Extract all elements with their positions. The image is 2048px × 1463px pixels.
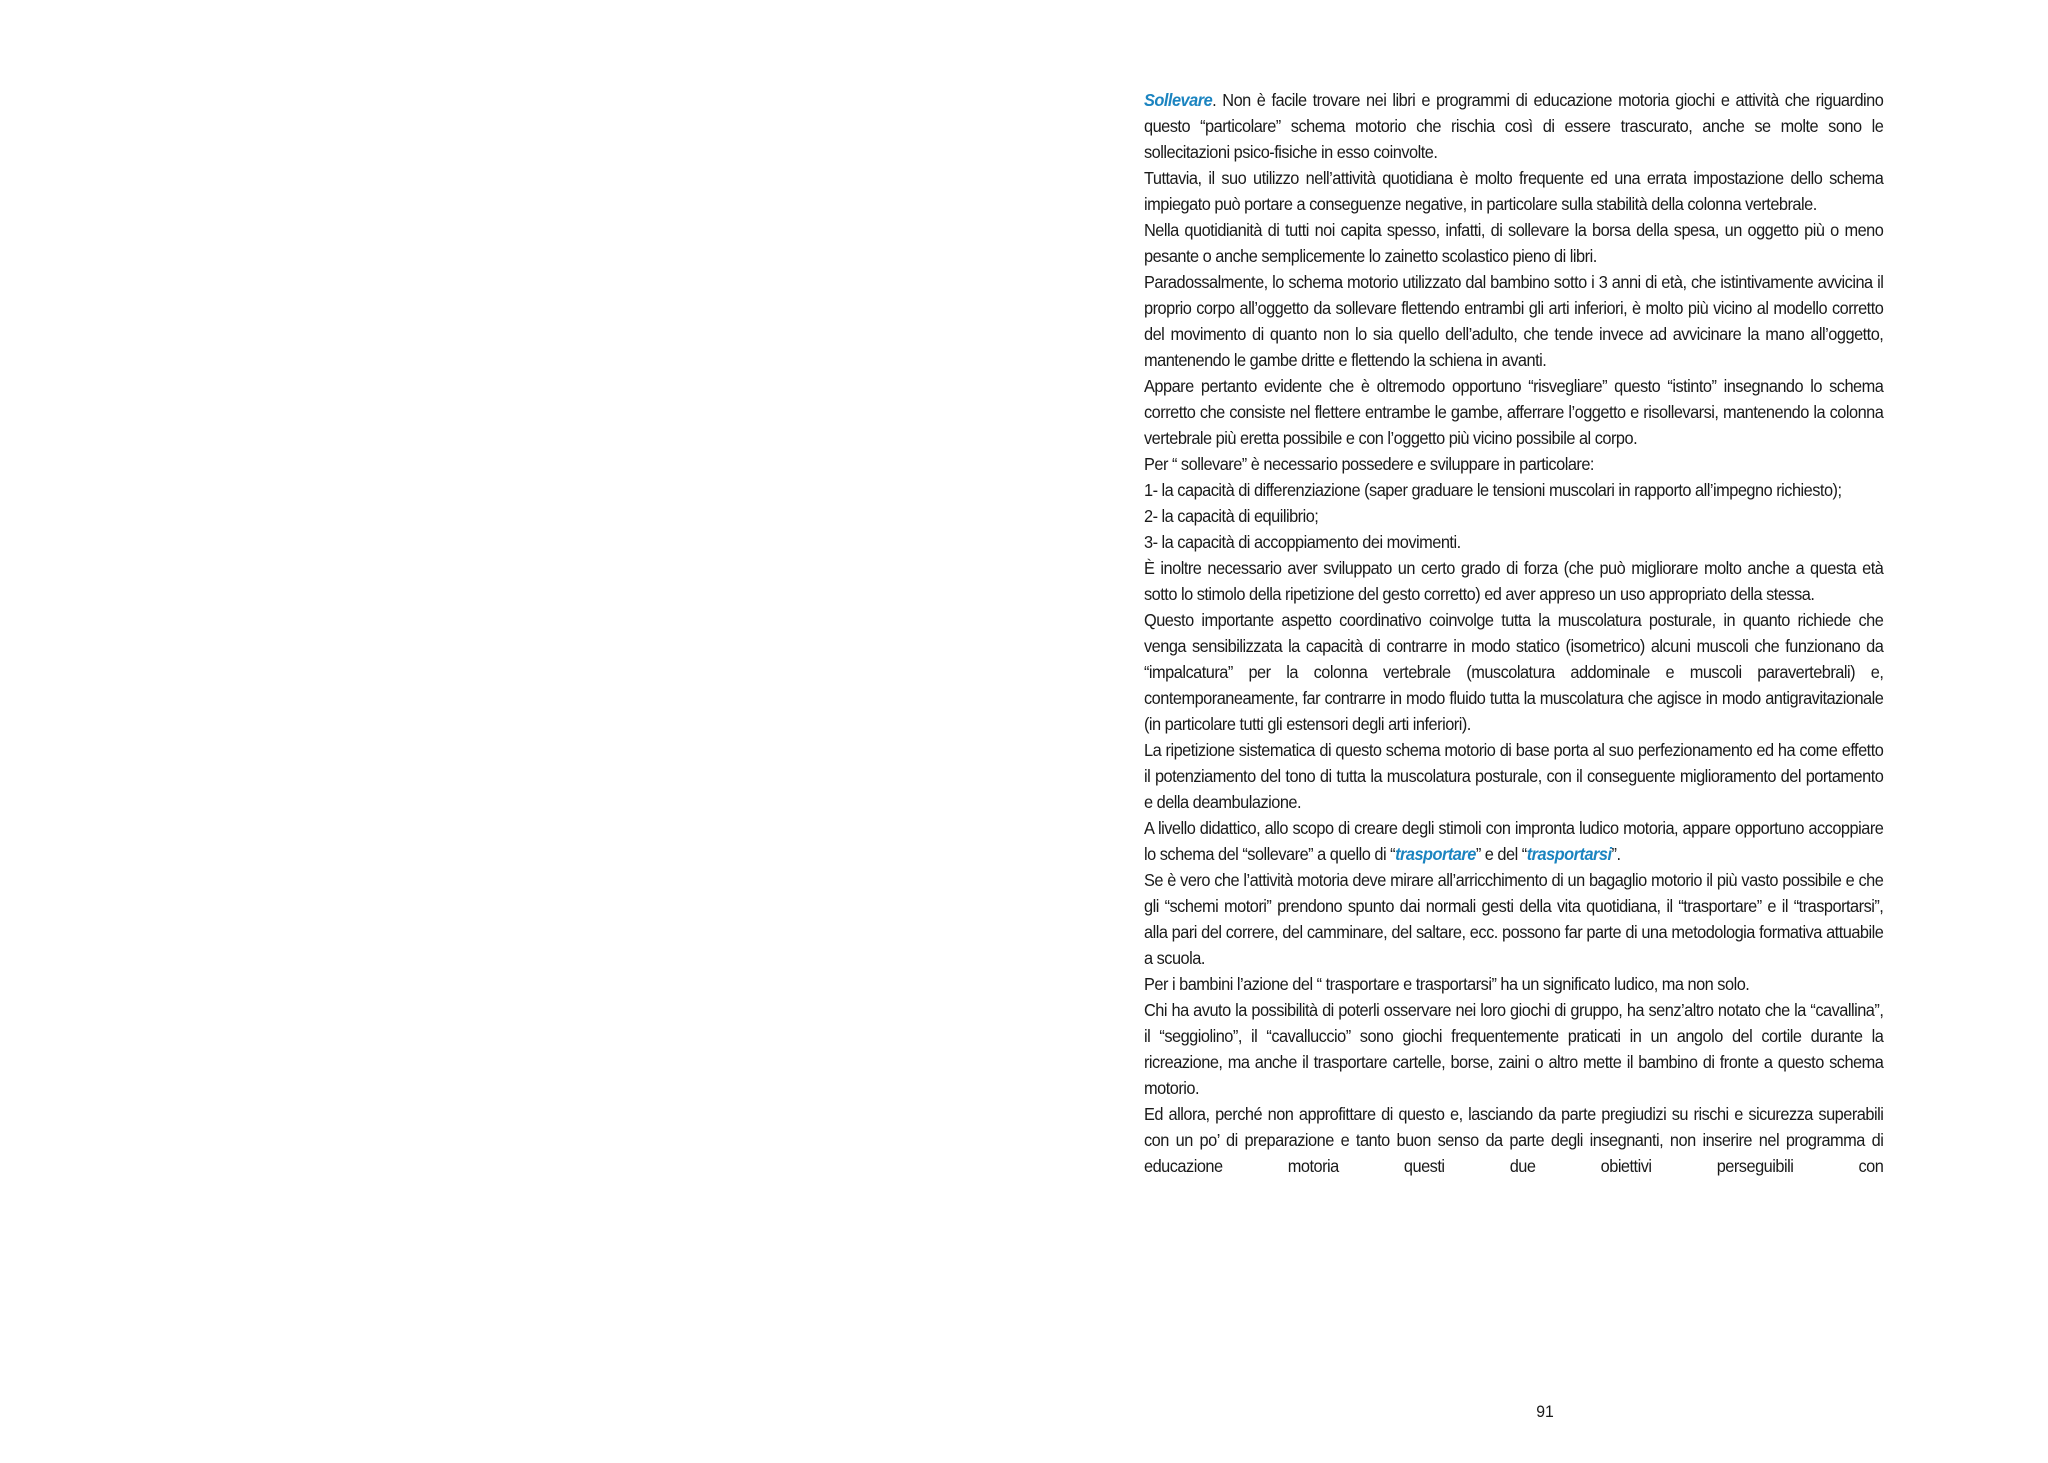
paragraph: Se è vero che l’attività motoria deve mirare all’arricchimento di un bagaglio motorio il più vasto possibile e che gli “schemi motori” prendono spunto dai normali gesti della vita quotidiana, il “trasportare” e il “trasportarsi”, alla pari del correre, del camminare, del saltare, ecc. possono far parte di una metodologia formativa attuabile a scuola. [1144,870,1884,968]
list-item: 2- la capacità di equilibrio; [1144,506,1319,526]
paragraph-sollevare [1144,87,1883,165]
page-number: 91 [1536,1402,1554,1421]
paragraph-didactic [1144,815,1883,867]
paragraph: Per “ sollevare” è necessario possedere e sviluppare in particolare: [1144,454,1594,474]
paragraph: È inoltre necessario aver sviluppato un certo grado di forza (che può migliorare molto anche a questa età sotto lo stimolo della ripetizione del gesto corretto) ed aver appreso un uso appropriato della stessa. [1144,558,1884,604]
list-item: 3- la capacità di accoppiamento dei movimenti. [1144,532,1461,552]
paragraph: Questo importante aspetto coordinativo coinvolge tutta la muscolatura posturale, in quanto richiede che venga sensibilizzata la capacità di contrarre in modo statico (isometrico) alcuni muscoli che funzionano da “impalcatura” per la colonna vertebrale (muscolatura addominale e muscoli paravertebrali) e, contemporaneamente, far contrarre in modo fluido tutta la muscolatura che agisce in modo antigravitazionale (in particolare tutti gli estensori degli arti inferiori). [1144,610,1884,734]
paragraph: Per i bambini l’azione del “ trasportare e trasportarsi” ha un significato ludico, ma non solo. [1144,974,1750,994]
paragraph: Paradossalmente, lo schema motorio utilizzato dal bambino sotto i 3 anni di età, che istintivamente avvicina il proprio corpo all’oggetto da sollevare flettendo entrambi gli arti inferiori, è molto più vicino al modello corretto del movimento di quanto non lo sia quello dell’adulto, che tende invece ad avvicinare la mano all’oggetto, mantenendo le gambe dritte e flettendo la schiena in avanti. [1144,272,1884,370]
paragraph-text: ” e del “ [1475,844,1527,864]
paragraph: Appare pertanto evidente che è oltremodo opportuno “risvegliare” questo “istinto” insegnando lo schema corretto che consiste nel flettere entrambe le gambe, afferrare l’oggetto e risollevarsi, mantenendo la colonna vertebrale più eretta possibile e con l’oggetto più vicino possibile al corpo. [1144,376,1884,448]
paragraph: La ripetizione sistematica di questo schema motorio di base porta al suo perfezionamento ed ha come effetto il potenziamento del tono di tutta la muscolatura posturale, con il conseguente miglioramento del portamento e della deambulazione. [1144,740,1884,812]
paragraph: Nella quotidianità di tutti noi capita spesso, infatti, di sollevare la borsa della spesa, un oggetto più o meno pesante o anche semplicemente lo zainetto scolastico pieno di libri. [1144,220,1884,266]
paragraph-text: ”. [1611,844,1621,864]
paragraph: Ed allora, perché non approfittare di questo e, lasciando da parte pregiudizi su rischi e sicurezza superabili con un po’ di preparazione e tanto buon senso da parte degli insegnanti, non inserire nel programma di educazione motoria questi due obiettivi perseguibili con [1144,1104,1884,1176]
heading-term-sollevare: Sollevare [1144,90,1213,110]
paragraph: Tuttavia, il suo utilizzo nell’attività quotidiana è molto frequente ed una errata impostazione dello schema impiegato può portare a conseguenze negative, in particolare sulla stabilità della colonna vertebrale. [1144,168,1884,214]
body-text-column [1144,87,1883,1179]
list-item: 1- la capacità di differenziazione (saper graduare le tensioni muscolari in rapporto all’impegno richiesto); [1144,480,1842,500]
highlight-term-trasportarsi: trasportarsi [1526,844,1612,864]
paragraph-text: . Non è facile trovare nei libri e programmi di educazione motoria giochi e attività che riguardino questo “particolare” schema motorio che rischia così di essere trascurato, anche se molte sono le sollecitazioni psico-fisiche in esso coinvolte. [1144,90,1884,162]
highlight-term-trasportare: trasportare [1395,844,1476,864]
paragraph-text: A livello didattico, allo scopo di creare degli stimoli con impronta ludico motoria, appare opportuno accoppiare lo schema del “sollevare” a quello di “ [1144,818,1884,864]
paragraph: Chi ha avuto la possibilità di poterli osservare nei loro giochi di gruppo, ha senz’altro notato che la “cavallina”, il “seggiolino”, il “cavalluccio” sono giochi frequentemente praticati in un angolo del cortile durante la ricreazione, ma anche il trasportare cartelle, borse, zaini o altro mette il bambino di fronte a questo schema motorio. [1144,1000,1884,1098]
